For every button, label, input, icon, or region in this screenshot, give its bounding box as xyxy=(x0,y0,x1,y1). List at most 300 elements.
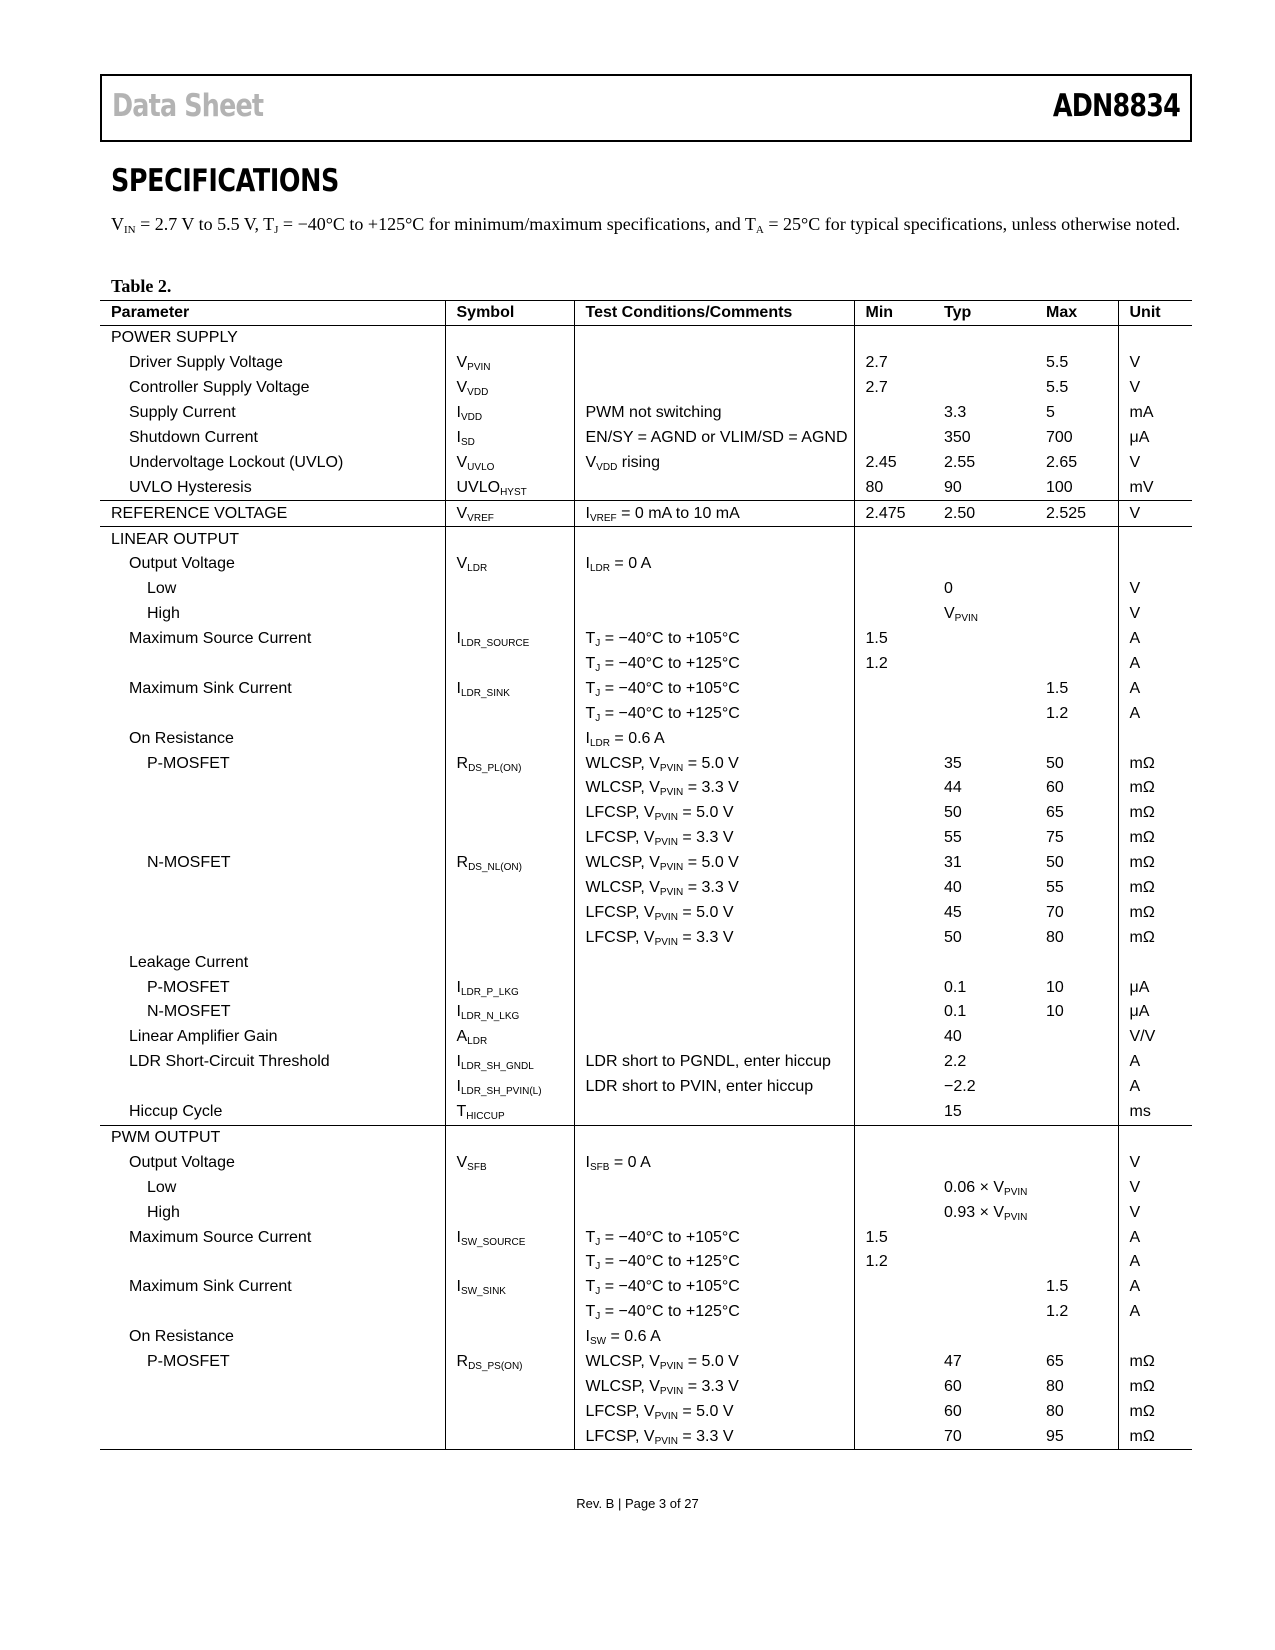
header-typ: Typ xyxy=(933,301,1035,326)
cell-min: 2.475 xyxy=(854,501,933,527)
cell-min xyxy=(854,950,933,975)
cell-typ: 0.1 xyxy=(944,978,967,996)
cell-unit: A xyxy=(1129,1278,1141,1296)
cell-parameter: P-MOSFET xyxy=(100,1350,445,1375)
cell-parameter: LDR Short-Circuit Threshold xyxy=(100,1050,445,1075)
cell-parameter: Shutdown Current xyxy=(100,426,445,451)
cell-symbol xyxy=(445,527,574,552)
cell-max: 1.5 xyxy=(1035,676,1118,701)
cell-parameter: N-MOSFET xyxy=(100,851,445,876)
cell-max: 2.525 xyxy=(1035,501,1118,527)
cell-min xyxy=(854,401,933,426)
cell-min xyxy=(854,426,933,451)
cell-unit: ms xyxy=(1118,1100,1192,1125)
cell-max: 70 xyxy=(1035,900,1118,925)
cell-parameter: Maximum Sink Current xyxy=(100,1275,445,1300)
cell-typ xyxy=(933,726,1035,751)
cell-max: 80 xyxy=(1035,925,1118,950)
cell-typ xyxy=(933,676,1035,701)
table-header-row xyxy=(100,301,1192,326)
cell-test-conditions: $I_{LDR} = 0$ A xyxy=(574,552,854,577)
cell-unit: V xyxy=(1129,1153,1141,1171)
cell-parameter: Output Voltage xyxy=(100,1150,445,1175)
cell-symbol: $R_{DS\_PS(ON)}$ xyxy=(445,1350,574,1375)
cell-min: 2.7 xyxy=(865,379,888,397)
cell-min xyxy=(854,1050,933,1075)
table-row xyxy=(100,1225,1192,1250)
cell-unit xyxy=(1118,950,1192,975)
table-row xyxy=(100,351,1192,376)
section-title: SPECIFICATIONS xyxy=(111,163,339,199)
cell-parameter xyxy=(100,876,445,901)
cell-max: 55 xyxy=(1035,876,1118,901)
cell-symbol xyxy=(445,326,574,351)
header-parameter: Parameter xyxy=(100,301,445,326)
cell-symbol: $I_{SW\_SOURCE}$ xyxy=(445,1225,574,1250)
cell-typ: 60 xyxy=(944,1377,962,1395)
table-row xyxy=(100,602,1192,627)
table-row xyxy=(100,326,1192,351)
header-unit: Unit xyxy=(1118,301,1192,326)
cell-min xyxy=(854,1200,933,1225)
cell-unit: A xyxy=(1129,1228,1141,1246)
cell-max: 65 xyxy=(1035,801,1118,826)
cell-unit: mΩ xyxy=(1129,928,1155,946)
cell-max: 100 xyxy=(1035,475,1118,500)
cell-unit: A xyxy=(1129,704,1141,722)
cell-parameter xyxy=(100,1075,445,1100)
table-row xyxy=(100,751,1192,776)
table-row xyxy=(100,1325,1192,1350)
cell-parameter: Maximum Source Current xyxy=(100,627,445,652)
cell-min xyxy=(854,1075,933,1100)
cell-unit: mΩ xyxy=(1129,754,1155,772)
cell-test-conditions: LDR short to PGNDL, enter hiccup xyxy=(574,1050,854,1075)
cell-parameter: Controller Supply Voltage xyxy=(100,376,445,401)
cell-max: 1.5 xyxy=(1035,1275,1118,1300)
table-row xyxy=(100,376,1192,401)
cell-parameter: Maximum Sink Current xyxy=(100,676,445,701)
cell-test-conditions: LFCSP, $V_{PVIN} = 5.0$ V xyxy=(574,900,854,925)
header-min: Min xyxy=(854,301,933,326)
cell-symbol: $I_{SD}$ xyxy=(445,426,574,451)
cell-min: 1.5 xyxy=(865,1228,888,1246)
cell-symbol: $V_{LDR}$ xyxy=(445,552,574,577)
cell-test-conditions xyxy=(574,527,854,552)
table-row xyxy=(100,627,1192,652)
cell-min xyxy=(854,1150,933,1175)
cell-max xyxy=(1035,577,1118,602)
table-row xyxy=(100,552,1192,577)
cell-parameter xyxy=(100,925,445,950)
cell-min: 2.7 xyxy=(865,354,888,372)
cell-max xyxy=(1035,552,1118,577)
cell-parameter xyxy=(100,1424,445,1449)
cell-parameter: Low xyxy=(100,1175,445,1200)
table-row xyxy=(100,1100,1192,1125)
cell-max: 65 xyxy=(1035,1350,1118,1375)
cell-unit: A xyxy=(1129,1053,1141,1071)
cell-unit: A xyxy=(1129,1253,1141,1271)
cell-parameter xyxy=(100,652,445,677)
cell-min xyxy=(854,577,933,602)
cell-min xyxy=(854,1275,933,1300)
table-row xyxy=(100,1399,1192,1424)
cell-unit: V xyxy=(1129,1203,1141,1221)
cell-min xyxy=(854,326,933,351)
table-row xyxy=(100,1025,1192,1050)
cell-parameter: Low xyxy=(100,577,445,602)
cell-typ xyxy=(933,1250,1035,1275)
cell-max xyxy=(1035,627,1118,652)
cell-typ: 15 xyxy=(933,1100,1035,1125)
cell-typ: 90 xyxy=(933,475,1035,500)
cell-typ xyxy=(933,326,1035,351)
cell-max xyxy=(1035,1325,1118,1350)
cell-max xyxy=(1035,1025,1118,1050)
cell-test-conditions: LDR short to PVIN, enter hiccup xyxy=(574,1075,854,1100)
cell-test-conditions xyxy=(574,475,854,500)
cell-max xyxy=(1035,652,1118,677)
table-row xyxy=(100,652,1192,677)
cell-typ: 31 xyxy=(944,854,962,872)
cell-test-conditions: $T_J = -40^\circ C$ to +125°C xyxy=(574,1300,854,1325)
cell-parameter: High xyxy=(100,602,445,627)
cell-symbol: $V_{SFB}$ xyxy=(445,1150,574,1175)
cell-min xyxy=(854,925,933,950)
cell-typ: 2.50 xyxy=(933,501,1035,527)
cell-typ xyxy=(933,527,1035,552)
table-row xyxy=(100,577,1192,602)
header-symbol: Symbol xyxy=(445,301,574,326)
cell-symbol xyxy=(445,1250,574,1275)
page-footer: Rev. B | Page 3 of 27 xyxy=(576,1496,699,1511)
part-number: ADN8834 xyxy=(1052,88,1180,124)
cell-parameter xyxy=(100,1374,445,1399)
cell-unit: mΩ xyxy=(1118,1424,1192,1449)
cell-symbol: $R_{DS\_NL(ON)}$ xyxy=(445,851,574,876)
cell-unit: mΩ xyxy=(1129,1352,1155,1370)
cell-unit: V/V xyxy=(1129,1028,1156,1046)
cell-typ: 60 xyxy=(944,1402,962,1420)
specifications-table xyxy=(100,300,1192,1450)
cell-parameter xyxy=(100,1399,445,1424)
cell-parameter xyxy=(100,776,445,801)
table-row xyxy=(100,1250,1192,1275)
table-row xyxy=(100,900,1192,925)
cell-unit: mA xyxy=(1129,404,1154,422)
cell-parameter: Output Voltage xyxy=(100,552,445,577)
cell-parameter: UVLO Hysteresis xyxy=(100,475,445,500)
header-test-conditions: Test Conditions/Comments xyxy=(574,301,854,326)
cell-max xyxy=(1035,1225,1118,1250)
cell-test-conditions: $T_J = -40^\circ C$ to +105°C xyxy=(574,1275,854,1300)
cell-typ: 70 xyxy=(933,1424,1035,1449)
cell-typ xyxy=(933,1125,1035,1150)
cell-typ xyxy=(933,1325,1035,1350)
cell-unit: μA xyxy=(1129,1003,1150,1021)
cell-unit xyxy=(1118,1125,1192,1150)
cell-parameter: On Resistance xyxy=(100,1325,445,1350)
cell-test-conditions: $I_{SW} = 0.6$ A xyxy=(574,1325,854,1350)
cell-symbol: $T_{HICCUP}$ xyxy=(445,1100,574,1125)
cell-min xyxy=(854,1300,933,1325)
cell-typ: $0.06 \times V_{PVIN}$ xyxy=(944,1178,1028,1198)
cell-symbol: $V_{UVLO}$ xyxy=(445,450,574,475)
cell-typ: −2.2 xyxy=(944,1078,976,1096)
cell-typ: 47 xyxy=(944,1352,962,1370)
cell-max: 5.5 xyxy=(1035,376,1118,401)
cell-min: 1.2 xyxy=(865,655,888,673)
table-row xyxy=(100,801,1192,826)
cell-min xyxy=(854,1025,933,1050)
cell-parameter xyxy=(100,900,445,925)
cell-min xyxy=(854,900,933,925)
cell-max: 700 xyxy=(1035,426,1118,451)
cell-test-conditions: $T_J = -40^\circ C$ to +105°C xyxy=(574,1225,854,1250)
cell-test-conditions: $V_{VDD}$ rising xyxy=(574,450,854,475)
cell-min xyxy=(854,1125,933,1150)
cell-parameter: Leakage Current xyxy=(100,950,445,975)
cell-min xyxy=(854,876,933,901)
cell-unit: A xyxy=(1129,630,1141,648)
cell-max xyxy=(1035,326,1118,351)
cell-unit xyxy=(1118,726,1192,751)
cell-parameter: LINEAR OUTPUT xyxy=(100,527,445,552)
cell-max xyxy=(1035,1250,1118,1275)
cell-typ xyxy=(933,1300,1035,1325)
table-caption: Table 2. xyxy=(111,276,172,296)
cell-min xyxy=(854,1424,933,1449)
table-row xyxy=(100,501,1192,527)
cell-symbol: $V_{PVIN}$ xyxy=(445,351,574,376)
cell-parameter: Hiccup Cycle xyxy=(100,1100,445,1125)
cell-typ: 40 xyxy=(944,1028,962,1046)
cell-parameter: N-MOSFET xyxy=(100,1000,445,1025)
table-row xyxy=(100,726,1192,751)
table-row xyxy=(100,851,1192,876)
cell-min xyxy=(854,801,933,826)
cell-max xyxy=(1035,726,1118,751)
cell-typ xyxy=(933,701,1035,726)
table-row xyxy=(100,1424,1192,1449)
cell-unit: A xyxy=(1129,1303,1141,1321)
cell-parameter: P-MOSFET xyxy=(100,751,445,776)
cell-symbol xyxy=(445,950,574,975)
cell-test-conditions xyxy=(574,1175,854,1200)
cell-unit: mΩ xyxy=(1129,829,1155,847)
cell-unit: A xyxy=(1129,655,1141,673)
cell-symbol: $A_{LDR}$ xyxy=(445,1025,574,1050)
cell-symbol: $V_{VDD}$ xyxy=(445,376,574,401)
cell-parameter: Supply Current xyxy=(100,401,445,426)
cell-typ xyxy=(933,1225,1035,1250)
cell-max xyxy=(1035,1100,1118,1125)
cell-typ: 55 xyxy=(944,829,962,847)
cell-symbol xyxy=(445,801,574,826)
cell-symbol xyxy=(445,1424,574,1449)
cell-parameter: Undervoltage Lockout (UVLO) xyxy=(100,450,445,475)
cell-symbol: $I_{SW\_SINK}$ xyxy=(445,1275,574,1300)
cell-symbol: $UVLO_{HYST}$ xyxy=(445,475,574,500)
cell-test-conditions xyxy=(574,950,854,975)
intro-paragraph: $V_{IN} = 2.7$ V to 5.5 V, $T_J = -40^\circ C$ to +125°C for minimum/maximum specifications, and $T_A = 25^\circ C$ for typical specifications, unless otherwise noted. xyxy=(111,214,1181,236)
cell-typ xyxy=(933,652,1035,677)
cell-parameter: On Resistance xyxy=(100,726,445,751)
cell-symbol: $I_{LDR\_P\_LKG}$ xyxy=(445,975,574,1000)
cell-test-conditions: LFCSP, $V_{PVIN} = 5.0$ V xyxy=(574,1399,854,1424)
cell-parameter: Driver Supply Voltage xyxy=(100,351,445,376)
cell-max: 1.2 xyxy=(1035,701,1118,726)
cell-test-conditions: $T_J = -40^\circ C$ to +125°C xyxy=(574,1250,854,1275)
cell-test-conditions xyxy=(574,351,854,376)
cell-typ: 3.3 xyxy=(944,404,967,422)
cell-test-conditions: LFCSP, $V_{PVIN} = 5.0$ V xyxy=(574,801,854,826)
cell-parameter: Maximum Source Current xyxy=(100,1225,445,1250)
cell-min xyxy=(854,851,933,876)
cell-max xyxy=(1035,950,1118,975)
table-row xyxy=(100,1175,1192,1200)
cell-test-conditions: $T_J = -40^\circ C$ to +125°C xyxy=(574,652,854,677)
cell-typ xyxy=(933,950,1035,975)
cell-min xyxy=(854,527,933,552)
table-row xyxy=(100,876,1192,901)
cell-symbol: $I_{LDR\_SOURCE}$ xyxy=(445,627,574,652)
cell-symbol xyxy=(445,1200,574,1225)
cell-parameter xyxy=(100,1250,445,1275)
cell-test-conditions xyxy=(574,1200,854,1225)
cell-max: 50 xyxy=(1035,851,1118,876)
cell-test-conditions: LFCSP, $V_{PVIN} = 3.3$ V xyxy=(574,1424,854,1449)
cell-typ: $V_{PVIN}$ xyxy=(944,605,979,625)
table-row xyxy=(100,1125,1192,1150)
cell-min: 1.2 xyxy=(865,1253,888,1271)
cell-typ xyxy=(933,1150,1035,1175)
cell-symbol xyxy=(445,925,574,950)
cell-parameter: REFERENCE VOLTAGE xyxy=(100,501,445,527)
cell-max: 60 xyxy=(1035,776,1118,801)
table-row xyxy=(100,1200,1192,1225)
cell-typ: 50 xyxy=(944,928,962,946)
table-row xyxy=(100,1050,1192,1075)
cell-max: 5 xyxy=(1035,401,1118,426)
cell-typ: 0.1 xyxy=(944,1003,967,1021)
cell-test-conditions: EN/SY = AGND or VLIM/SD = AGND xyxy=(574,426,854,451)
cell-test-conditions xyxy=(574,376,854,401)
cell-typ: 40 xyxy=(944,879,962,897)
cell-parameter: PWM OUTPUT xyxy=(100,1125,445,1150)
cell-unit: mΩ xyxy=(1129,1377,1155,1395)
cell-symbol: $I_{LDR\_SINK}$ xyxy=(445,676,574,701)
cell-unit xyxy=(1118,326,1192,351)
cell-test-conditions xyxy=(574,602,854,627)
cell-symbol: $I_{LDR\_SH\_PVIN(L)}$ xyxy=(445,1075,574,1100)
cell-symbol xyxy=(445,602,574,627)
cell-unit: mΩ xyxy=(1129,779,1155,797)
cell-unit: V xyxy=(1129,605,1141,623)
table-row xyxy=(100,1374,1192,1399)
cell-test-conditions xyxy=(574,577,854,602)
table-row xyxy=(100,1000,1192,1025)
cell-symbol xyxy=(445,1175,574,1200)
cell-parameter xyxy=(100,1300,445,1325)
table-row xyxy=(100,776,1192,801)
cell-symbol xyxy=(445,876,574,901)
cell-unit: A xyxy=(1129,1078,1141,1096)
cell-unit: A xyxy=(1129,679,1141,697)
cell-test-conditions: PWM not switching xyxy=(574,401,854,426)
cell-min xyxy=(854,701,933,726)
cell-symbol xyxy=(445,776,574,801)
cell-symbol xyxy=(445,1125,574,1150)
table-row xyxy=(100,401,1192,426)
page-header xyxy=(100,74,1192,142)
cell-symbol xyxy=(445,1325,574,1350)
cell-unit: μA xyxy=(1129,429,1150,446)
cell-parameter: POWER SUPPLY xyxy=(100,326,445,351)
cell-symbol xyxy=(445,900,574,925)
cell-test-conditions: $I_{LDR} = 0.6$ A xyxy=(574,726,854,751)
cell-parameter: Linear Amplifier Gain xyxy=(100,1025,445,1050)
cell-typ: 50 xyxy=(944,804,962,822)
cell-unit: mΩ xyxy=(1129,1402,1155,1420)
cell-test-conditions xyxy=(574,1025,854,1050)
cell-unit: V xyxy=(1129,379,1141,397)
cell-max: 10 xyxy=(1035,1000,1118,1025)
cell-min xyxy=(854,726,933,751)
cell-max: 80 xyxy=(1035,1399,1118,1424)
cell-typ xyxy=(933,552,1035,577)
cell-test-conditions: WLCSP, $V_{PVIN} = 3.3$ V xyxy=(574,1374,854,1399)
cell-test-conditions xyxy=(574,975,854,1000)
cell-max: 95 xyxy=(1035,1424,1118,1449)
cell-unit: V xyxy=(1129,354,1141,372)
cell-symbol xyxy=(445,726,574,751)
cell-max: 10 xyxy=(1035,975,1118,1000)
table-row xyxy=(100,676,1192,701)
cell-max: 2.65 xyxy=(1035,450,1118,475)
table-row xyxy=(100,1075,1192,1100)
cell-symbol xyxy=(445,701,574,726)
table-row xyxy=(100,701,1192,726)
cell-typ: 350 xyxy=(944,429,971,446)
cell-max: 50 xyxy=(1035,751,1118,776)
table-row xyxy=(100,1300,1192,1325)
cell-typ xyxy=(933,1275,1035,1300)
doc-label: Data Sheet xyxy=(112,88,264,124)
cell-unit xyxy=(1118,1325,1192,1350)
table-row xyxy=(100,475,1192,500)
cell-max: 75 xyxy=(1035,826,1118,851)
cell-symbol xyxy=(445,826,574,851)
cell-min xyxy=(854,1374,933,1399)
table-body xyxy=(100,326,1192,1450)
cell-min xyxy=(854,602,933,627)
cell-parameter: P-MOSFET xyxy=(100,975,445,1000)
cell-unit: mΩ xyxy=(1129,804,1155,822)
cell-min xyxy=(854,1100,933,1125)
cell-parameter xyxy=(100,801,445,826)
cell-min xyxy=(854,751,933,776)
cell-min xyxy=(854,1175,933,1200)
cell-symbol: $V_{VREF}$ xyxy=(445,501,574,527)
cell-test-conditions: LFCSP, $V_{PVIN} = 3.3$ V xyxy=(574,925,854,950)
table-row xyxy=(100,950,1192,975)
cell-symbol xyxy=(445,652,574,677)
cell-parameter xyxy=(100,701,445,726)
cell-symbol xyxy=(445,577,574,602)
cell-parameter xyxy=(100,826,445,851)
